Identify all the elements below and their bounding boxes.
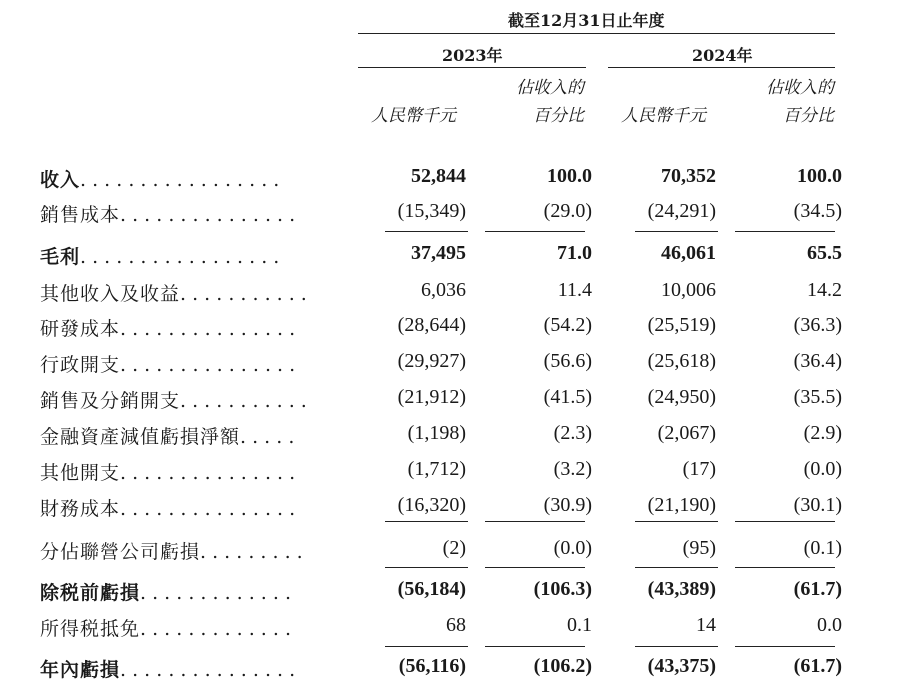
amount-2024-cell: 10,006: [661, 279, 716, 301]
year-2023-header: 2023年: [442, 46, 503, 65]
pct-2024-cell: (2.9): [803, 422, 842, 444]
rule-cost-pct-2024: [735, 231, 835, 232]
table-row: [0, 537, 898, 567]
row-leader-dots: . . . . . . . . . . . . . . .: [120, 204, 296, 226]
pct-2024-cell: (61.7): [793, 578, 842, 600]
table-row: [0, 200, 898, 230]
table-row: [0, 350, 898, 380]
rule-associate-amount-2024: [635, 567, 718, 568]
year-2024-rule: [608, 67, 835, 68]
row-leader-dots: . . . . . . . . .: [200, 541, 303, 563]
row-leader-dots: . . . . . . . . . . . . .: [140, 582, 292, 604]
pct-2023-cell: 100.0: [547, 165, 592, 187]
amount-2023-cell: (16,320): [397, 494, 466, 516]
row-leader-dots: . . . . . . . . . . .: [180, 283, 307, 305]
row-leader-dots: . . . . . . . . . . . . . . .: [120, 318, 296, 340]
pct-2024-cell: (36.3): [793, 314, 842, 336]
pct-2023-cell: 0.1: [567, 614, 592, 636]
table-row: [0, 165, 898, 195]
row-label: [40, 655, 295, 682]
row-leader-dots: . . . . . . . . . . . . . . . . .: [80, 246, 280, 268]
rule-finance-pct-2024: [735, 521, 835, 522]
amount-2023-cell: (28,644): [397, 314, 466, 336]
amount-2024-cell: 14: [696, 614, 716, 636]
pct-2023-cell: 71.0: [557, 242, 592, 264]
row-label-text: 銷售及分銷開支: [40, 390, 181, 412]
pct-2023-cell: (106.3): [533, 578, 592, 600]
row-label-text: 收入: [40, 169, 81, 191]
row-label-text: 除税前虧損: [40, 582, 141, 604]
row-label: [40, 279, 307, 306]
pct-2024-cell: (61.7): [793, 655, 842, 677]
table-row: [0, 314, 898, 344]
rule-associate-amount-2023: [385, 567, 468, 568]
pct-2023-cell: (0.0): [553, 537, 592, 559]
amount-2023-cell: (56,116): [398, 655, 466, 677]
row-label: [40, 537, 303, 564]
amount-2023-cell: (15,349): [397, 200, 466, 222]
rule-tax-pct-2023: [485, 646, 585, 647]
rule-finance-amount-2024: [635, 521, 718, 522]
row-label-text: 年內虧損: [40, 659, 121, 681]
pct-2023-cell: (56.6): [543, 350, 592, 372]
pct-2023-cell: (2.3): [553, 422, 592, 444]
table-row: [0, 458, 898, 488]
row-label-text: 分佔聯營公司虧損: [40, 541, 201, 563]
row-label: [40, 494, 295, 521]
row-label-text: 所得税抵免: [40, 618, 141, 640]
period-rule: [358, 33, 835, 34]
row-leader-dots: . . . . . . . . . . . . .: [140, 618, 292, 640]
amount-2024-cell: 70,352: [661, 165, 716, 187]
row-leader-dots: . . . . . . . . . . . . . . .: [120, 498, 296, 520]
row-label-text: 研發成本: [40, 318, 121, 340]
rule-cost-amount-2024: [635, 231, 718, 232]
row-label-text: 其他收入及收益: [40, 283, 181, 305]
row-label: [40, 458, 295, 485]
rule-tax-pct-2024: [735, 646, 835, 647]
amount-2023-cell: (1,198): [407, 422, 466, 444]
amount-2023-cell: 68: [446, 614, 466, 636]
row-label: [40, 200, 295, 227]
amount-2024-cell: 46,061: [661, 242, 716, 264]
pct-2024-cell: (35.5): [793, 386, 842, 408]
table-row: [0, 494, 898, 524]
rule-tax-amount-2024: [635, 646, 718, 647]
pct-2024-cell: 65.5: [807, 242, 842, 264]
col-2024-pct-header-l2: 百分比: [783, 106, 834, 126]
pct-2024-cell: (36.4): [793, 350, 842, 372]
year-2023-rule: [358, 67, 586, 68]
pct-2024-cell: (0.1): [803, 537, 842, 559]
amount-2023-cell: 52,844: [411, 165, 466, 187]
amount-2024-cell: (17): [682, 458, 716, 480]
year-2024-header: 2024年: [692, 46, 753, 65]
row-label-text: 金融資產減值虧損淨額: [40, 426, 241, 448]
row-label: [40, 422, 294, 449]
row-label-text: 其他開支: [40, 462, 121, 484]
row-label-text: 銷售成本: [40, 204, 121, 226]
col-2024-pct-header-l1: 佔收入的: [766, 78, 834, 98]
pct-2024-cell: (0.0): [803, 458, 842, 480]
row-label-text: 行政開支: [40, 354, 121, 376]
row-leader-dots: . . . . . . . . . . . . . . .: [120, 659, 296, 681]
col-2023-pct-header-l1: 佔收入的: [516, 78, 584, 98]
pct-2023-cell: (106.2): [533, 655, 592, 677]
row-label: [40, 350, 295, 377]
pct-2024-cell: 14.2: [807, 279, 842, 301]
table-row: [0, 279, 898, 309]
table-row: [0, 386, 898, 416]
amount-2024-cell: (95): [682, 537, 716, 559]
rule-finance-amount-2023: [385, 521, 468, 522]
amount-2023-cell: (29,927): [397, 350, 466, 372]
table-row: [0, 422, 898, 452]
amount-2023-cell: (21,912): [397, 386, 466, 408]
rule-tax-amount-2023: [385, 646, 468, 647]
col-2024-amount-header: 人民幣千元: [621, 106, 706, 126]
row-label-text: 財務成本: [40, 498, 121, 520]
row-label: [40, 165, 279, 192]
row-leader-dots: . . . . .: [240, 426, 295, 448]
amount-2023-cell: (1,712): [407, 458, 466, 480]
pct-2023-cell: (54.2): [543, 314, 592, 336]
amount-2024-cell: (43,389): [647, 578, 716, 600]
amount-2024-cell: (25,618): [647, 350, 716, 372]
pct-2024-cell: (34.5): [793, 200, 842, 222]
table-row: [0, 578, 898, 608]
pct-2024-cell: 0.0: [817, 614, 842, 636]
row-label: [40, 578, 291, 605]
pct-2023-cell: (29.0): [543, 200, 592, 222]
pct-2024-cell: (30.1): [793, 494, 842, 516]
pct-2023-cell: (30.9): [543, 494, 592, 516]
row-leader-dots: . . . . . . . . . . .: [180, 390, 307, 412]
rule-associate-pct-2024: [735, 567, 835, 568]
pct-2023-cell: (3.2): [553, 458, 592, 480]
amount-2023-cell: (56,184): [397, 578, 466, 600]
amount-2023-cell: (2): [442, 537, 466, 559]
col-2023-pct-header-l2: 百分比: [533, 106, 584, 126]
col-2023-amount-header: 人民幣千元: [371, 106, 456, 126]
rule-finance-pct-2023: [485, 521, 585, 522]
amount-2024-cell: (24,950): [647, 386, 716, 408]
row-leader-dots: . . . . . . . . . . . . . . .: [120, 354, 296, 376]
amount-2023-cell: 6,036: [421, 279, 466, 301]
amount-2024-cell: (24,291): [647, 200, 716, 222]
table-row: [0, 242, 898, 272]
period-header: 截至12月31日止年度: [508, 11, 665, 30]
table-row: [0, 655, 898, 685]
pct-2024-cell: 100.0: [797, 165, 842, 187]
row-label-text: 毛利: [40, 246, 81, 268]
pct-2023-cell: (41.5): [543, 386, 592, 408]
row-label: [40, 314, 295, 341]
amount-2024-cell: (25,519): [647, 314, 716, 336]
rule-associate-pct-2023: [485, 567, 585, 568]
amount-2024-cell: (43,375): [647, 655, 716, 677]
rule-cost-pct-2023: [485, 231, 585, 232]
row-leader-dots: . . . . . . . . . . . . . . . . .: [80, 169, 280, 191]
row-label: [40, 242, 279, 269]
row-leader-dots: . . . . . . . . . . . . . . .: [120, 462, 296, 484]
amount-2023-cell: 37,495: [411, 242, 466, 264]
rule-cost-amount-2023: [385, 231, 468, 232]
pct-2023-cell: 11.4: [557, 279, 592, 301]
amount-2024-cell: (2,067): [657, 422, 716, 444]
table-row: [0, 614, 898, 644]
amount-2024-cell: (21,190): [647, 494, 716, 516]
row-label: [40, 386, 307, 413]
row-label: [40, 614, 291, 641]
